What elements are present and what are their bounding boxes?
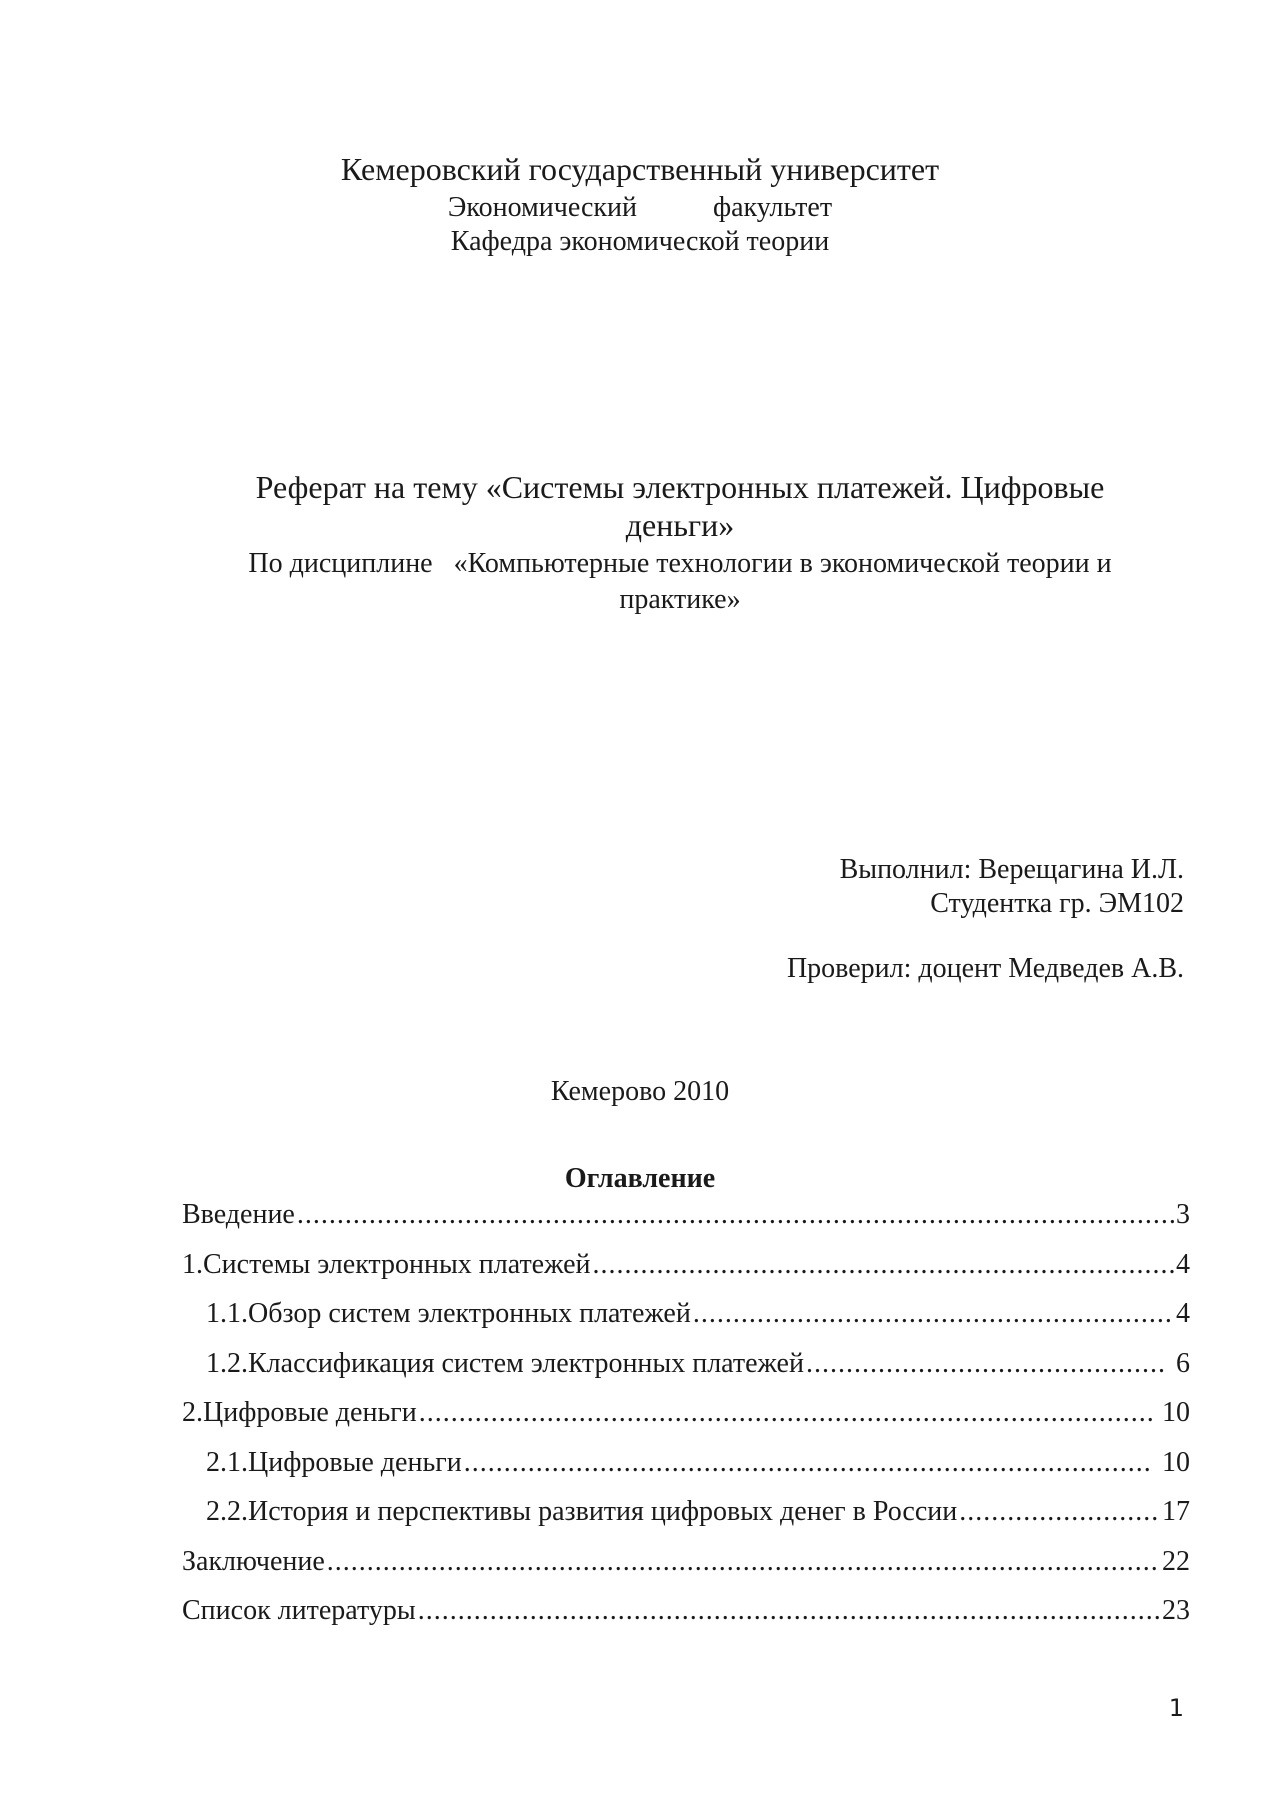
checked-by: Проверил: доцент Медведев А.В.	[786, 953, 1184, 984]
university-name: Кемеровский государственный университет	[340, 151, 940, 187]
performed-by: Выполнил: Верещагина И.Л.	[839, 854, 1184, 885]
student-group: Студентка гр. ЭМ102	[930, 888, 1184, 919]
toc-leader-dots	[418, 1594, 1160, 1628]
toc-item-section-2-1[interactable]	[182, 1446, 1190, 1496]
toc-leader-dots	[693, 1297, 1174, 1331]
discipline-line-1: По дисциплине «Компьютерные технологии в экономической теории и	[248, 548, 1112, 579]
page-number: 1	[1168, 1694, 1184, 1722]
toc-item-introduction[interactable]	[182, 1198, 1190, 1248]
toc-item-page: 17	[1162, 1496, 1190, 1527]
toc-item-chapter-2[interactable]	[182, 1396, 1190, 1446]
toc-item-chapter-1[interactable]	[182, 1248, 1190, 1298]
toc-leader-dots	[593, 1248, 1174, 1282]
toc-item-label: 1.1.Обзор систем электронных платежей	[206, 1298, 691, 1329]
toc-leader-dots	[464, 1446, 1153, 1480]
toc-leader-dots	[806, 1347, 1167, 1381]
toc-leader-dots	[327, 1545, 1160, 1579]
toc-item-page: 23	[1162, 1595, 1190, 1626]
toc-item-label: Введение	[182, 1199, 295, 1230]
toc-heading: Оглавление	[564, 1163, 716, 1194]
report-title	[200, 468, 1160, 544]
toc-item-page: 4	[1176, 1248, 1190, 1280]
toc-item-section-1-2[interactable]	[182, 1347, 1190, 1397]
toc-item-section-2-2[interactable]	[182, 1495, 1190, 1545]
faculty-name: Экономический факультет	[447, 192, 833, 223]
toc-leader-dots	[297, 1198, 1174, 1232]
discipline	[200, 546, 1160, 618]
report-title-line-1: Реферат на тему «Системы электронных платежей. Цифровые	[255, 469, 1105, 505]
toc-item-page: 10	[1155, 1446, 1190, 1478]
toc-item-bibliography[interactable]	[182, 1594, 1190, 1644]
toc-item-page: 22	[1162, 1545, 1190, 1577]
toc-item-page: 3	[1176, 1199, 1190, 1230]
toc-item-page: 4	[1176, 1298, 1190, 1329]
toc-item-label: 2.Цифровые деньги	[182, 1397, 417, 1428]
toc-item-label: 1.Системы электронных платежей	[182, 1248, 591, 1280]
toc-leader-dots	[959, 1495, 1160, 1529]
department-name: Кафедра экономической теории	[450, 226, 830, 257]
city-year: Кемерово 2010	[550, 1076, 730, 1107]
toc-item-label: 2.1.Цифровые деньги	[206, 1446, 462, 1478]
toc-leader-dots	[419, 1396, 1153, 1430]
toc-item-page: 10	[1155, 1397, 1190, 1428]
discipline-line-2: практике»	[619, 584, 741, 615]
toc-item-label: 1.2.Классификация систем электронных платежей	[206, 1347, 804, 1379]
toc-item-page: 6	[1169, 1347, 1190, 1379]
toc-item-section-1-1[interactable]	[182, 1297, 1190, 1347]
table-of-contents	[182, 1198, 1190, 1644]
report-title-line-2: деньги»	[625, 507, 735, 543]
toc-item-conclusion[interactable]	[182, 1545, 1190, 1595]
toc-item-label: Заключение	[182, 1545, 325, 1577]
toc-item-label: 2.2.История и перспективы развития цифровых денег в России	[206, 1496, 958, 1527]
toc-item-label: Список литературы	[182, 1595, 416, 1626]
